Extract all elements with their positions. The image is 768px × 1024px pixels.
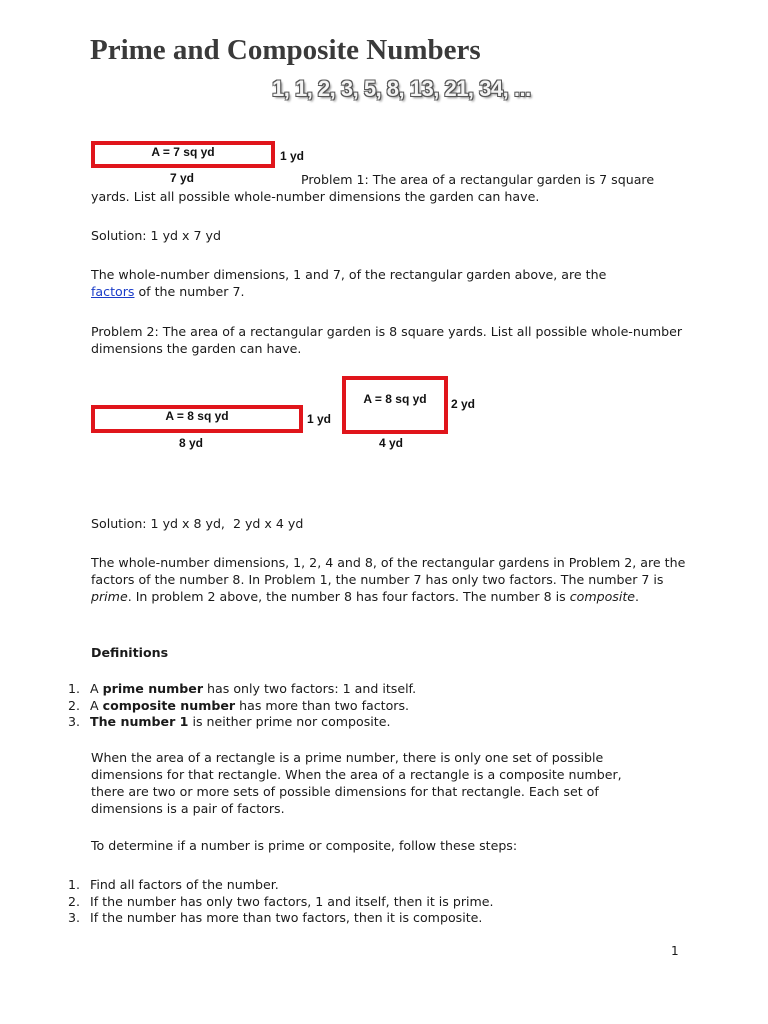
page-title: Prime and Composite Numbers: [90, 34, 481, 66]
definitions-list: [68, 681, 688, 731]
garden-rectangle-7: [91, 141, 275, 168]
factors-link[interactable]: factors: [91, 284, 135, 299]
page-number: 1: [671, 944, 679, 958]
explanation-paragraph: The whole-number dimensions, 1, 2, 4 and 8, of the rectangular gardens in Problem 2, are the factors of the number 8. In Problem 1, the number 7 has only two factors. The number 7 is prime. In problem 2 above, the number 8 has four factors. The number 8 is composite.: [91, 555, 686, 604]
garden-rectangle-4x2: [342, 376, 448, 434]
solution-2: Solution: 1 yd x 8 yd, 2 yd x 4 yd: [91, 516, 304, 531]
list-item: 1. Find all factors of the number.: [68, 877, 279, 892]
width-label: 4 yd: [379, 436, 404, 450]
solution-1: Solution: 1 yd x 7 yd: [91, 228, 221, 243]
height-label: 2 yd: [451, 397, 476, 411]
fibonacci-sequence: 1, 1, 2, 3, 5, 8, 13, 21, 34, ...: [272, 76, 531, 101]
height-label: 1 yd: [307, 412, 332, 426]
area-label: A = 8 sq yd: [363, 392, 427, 406]
problem-1: Problem 1: The area of a rectangular garden is 7 square yards. List all possible whole-number dimensions the garden can have.: [91, 172, 655, 204]
area-label: A = 8 sq yd: [165, 409, 229, 423]
steps-list: [68, 877, 688, 927]
area-label: A = 7 sq yd: [151, 144, 215, 159]
height-label: 1 yd: [280, 149, 305, 163]
list-item: 2. A composite number has more than two factors.: [68, 697, 410, 713]
width-label: 7 yd: [170, 171, 195, 185]
list-item: 1. A prime number has only two factors: 1 and itself.: [68, 681, 417, 696]
prime-term: prime: [91, 589, 128, 604]
list-item: 2. If the number has only two factors, 1 and itself, then it is prime.: [68, 893, 494, 909]
garden-rectangle-8x1: [91, 405, 303, 433]
list-item: 3. If the number has more than two factors, then it is composite.: [68, 910, 483, 925]
factors-paragraph: The whole-number dimensions, 1 and 7, of the rectangular garden above, are the factors of the number 7.: [91, 267, 607, 299]
definitions-heading: Definitions: [91, 645, 169, 660]
composite-term: composite: [569, 589, 636, 604]
area-paragraph: When the area of a rectangle is a prime number, there is only one set of possible dimensions for that rectangle. When the area of a rectangle is a composite number, there are two or more sets of possible dimensions for that rectangle. Each set of dimensions is a pair of factors.: [91, 750, 622, 816]
list-item: 3. The number 1 is neither prime nor composite.: [68, 714, 391, 729]
steps-intro: To determine if a number is prime or composite, follow these steps:: [91, 838, 518, 853]
problem-2: Problem 2: The area of a rectangular garden is 8 square yards. List all possible whole-number dimensions the garden can have.: [91, 324, 683, 356]
width-label: 8 yd: [179, 436, 204, 450]
